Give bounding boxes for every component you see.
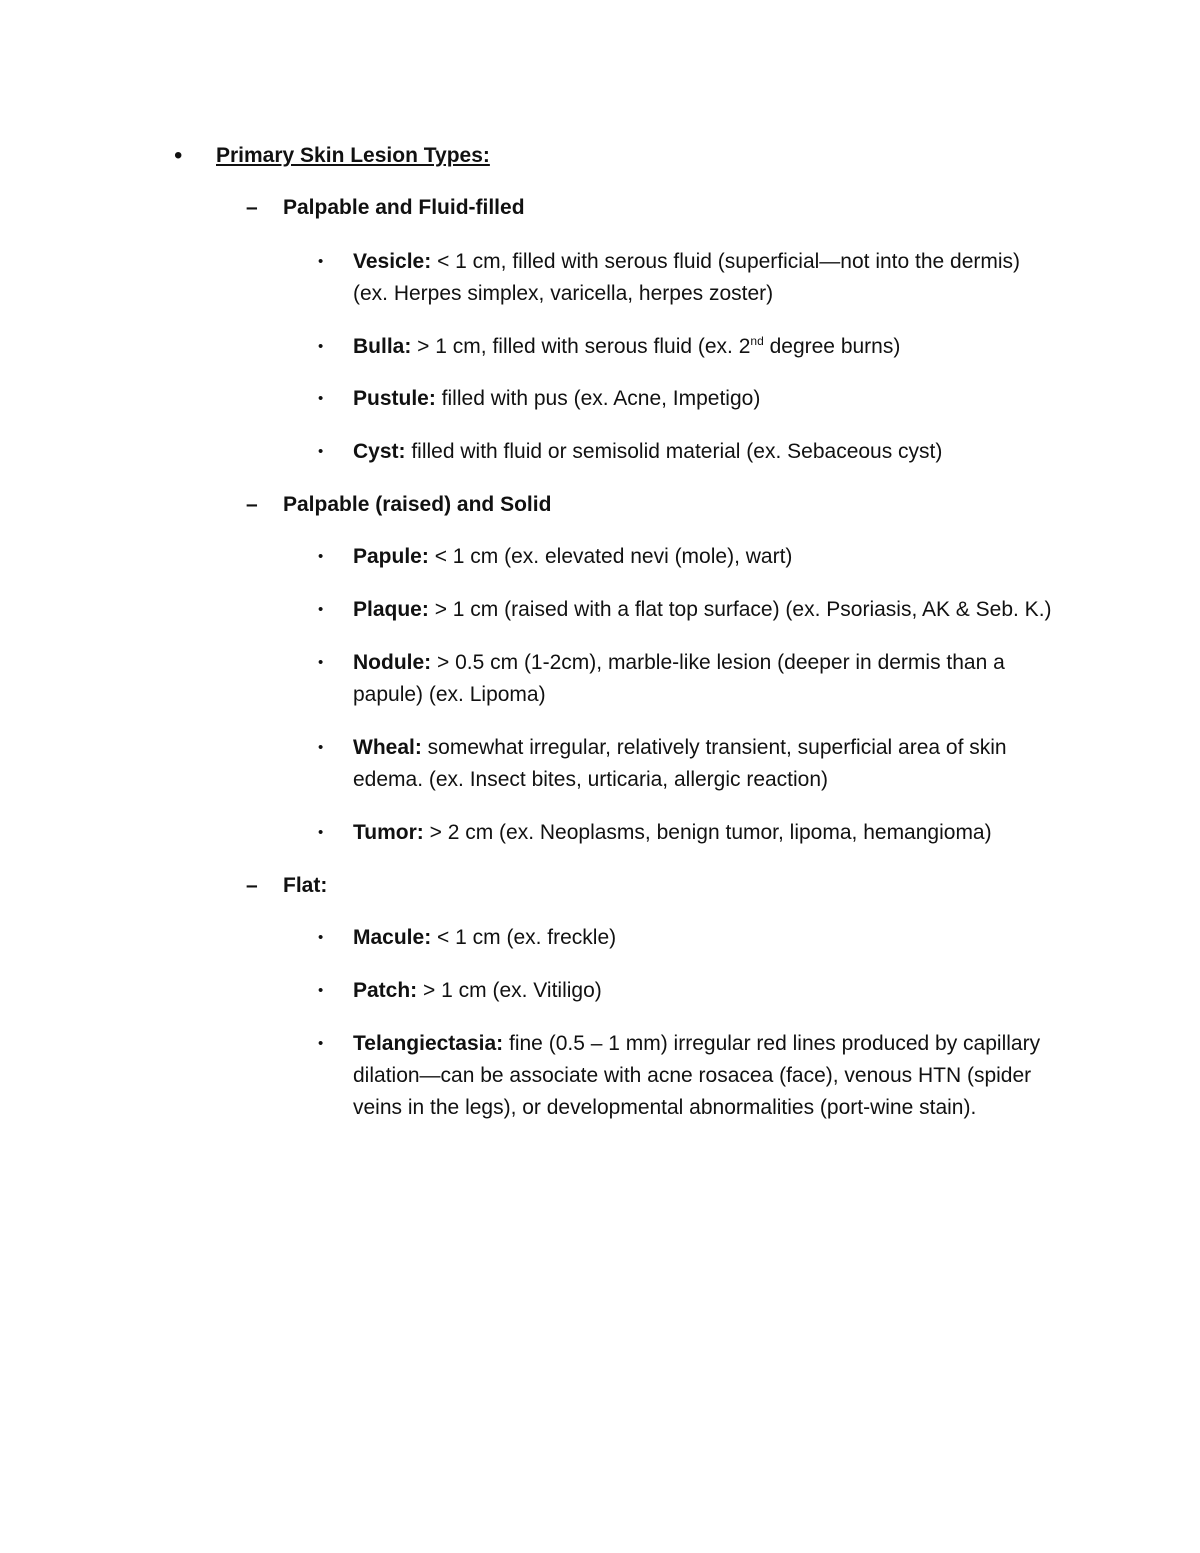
- item-description: filled with fluid or semisolid material (ex. Sebaceous cyst): [405, 440, 943, 463]
- item-description: somewhat irregular, relatively transient, superficial area of skin: [421, 736, 1007, 759]
- term-label: Patch:: [353, 979, 418, 1002]
- list-item-plaque: [353, 594, 1052, 626]
- section-title-flat: Flat:: [283, 874, 328, 897]
- term-label: Nodule:: [353, 651, 432, 674]
- item-description: filled with pus (ex. Acne, Impetigo): [435, 387, 761, 410]
- term-label: Wheal:: [353, 736, 422, 759]
- page-title: Primary Skin Lesion Types:: [216, 144, 490, 167]
- list-bullet: •: [318, 338, 324, 355]
- list-item-vesicle: [353, 246, 1020, 278]
- ordinal-suffix: nd: [750, 334, 764, 348]
- term-label: Vesicle:: [353, 250, 432, 273]
- term-label: Papule:: [353, 545, 429, 568]
- item-description: > 0.5 cm (1-2cm), marble-like lesion (deeper in dermis than a: [431, 651, 1005, 674]
- list-item-wheal: [353, 732, 1007, 764]
- item-description-continued: (ex. Herpes simplex, varicella, herpes zoster): [353, 282, 774, 305]
- item-description: < 1 cm (ex. elevated nevi (mole), wart): [428, 545, 793, 568]
- list-item-tumor: [353, 817, 992, 849]
- item-description-continued: edema. (ex. Insect bites, urticaria, allergic reaction): [353, 768, 829, 791]
- list-bullet: •: [318, 253, 324, 270]
- list-bullet: •: [318, 982, 324, 999]
- item-description: > 1 cm (ex. Vitiligo): [417, 979, 602, 1002]
- list-item-telangiectasia: [353, 1028, 1040, 1060]
- section-title-raised-solid: Palpable (raised) and Solid: [283, 493, 552, 516]
- item-description: > 1 cm, filled with serous fluid (ex. 2: [411, 335, 751, 358]
- item-description-continued: dilation—can be associate with acne rosacea (face), venous HTN (spider: [353, 1064, 1032, 1087]
- section-dash: –: [246, 874, 258, 897]
- section-dash: –: [246, 493, 258, 516]
- item-description: fine (0.5 – 1 mm) irregular red lines produced by capillary: [503, 1032, 1041, 1055]
- item-description: > 1 cm (raised with a flat top surface) (ex. Psoriasis, AK & Seb. K.): [428, 598, 1052, 621]
- list-bullet: •: [318, 739, 324, 756]
- list-item-nodule: [353, 647, 1005, 679]
- term-label: Pustule:: [353, 387, 436, 410]
- term-label: Plaque:: [353, 598, 429, 621]
- list-bullet: •: [318, 929, 324, 946]
- list-item-bulla: [353, 331, 900, 363]
- list-bullet: •: [318, 824, 324, 841]
- item-description: > 2 cm (ex. Neoplasms, benign tumor, lipoma, hemangioma): [423, 821, 992, 844]
- item-description: < 1 cm, filled with serous fluid (superficial—not into the dermis): [431, 250, 1021, 273]
- item-description-end: degree burns): [763, 335, 901, 358]
- item-description: < 1 cm (ex. freckle): [431, 926, 617, 949]
- list-item-patch: [353, 975, 602, 1007]
- term-label: Tumor:: [353, 821, 424, 844]
- term-label: Macule:: [353, 926, 432, 949]
- term-label: Bulla:: [353, 335, 412, 358]
- list-bullet: •: [318, 548, 324, 565]
- list-item-macule: [353, 922, 616, 954]
- list-bullet: •: [318, 601, 324, 618]
- list-bullet: •: [318, 390, 324, 407]
- term-label: Telangiectasia:: [353, 1032, 504, 1055]
- section-dash: –: [246, 196, 258, 219]
- section-title-fluid-filled: Palpable and Fluid-filled: [283, 196, 525, 219]
- list-bullet: •: [318, 1035, 324, 1052]
- list-item-cyst: [353, 436, 942, 468]
- heading-bullet: •: [174, 142, 183, 169]
- list-item-pustule: [353, 383, 760, 415]
- list-bullet: •: [318, 443, 324, 460]
- item-description-continued: papule) (ex. Lipoma): [353, 683, 546, 706]
- term-label: Cyst:: [353, 440, 406, 463]
- list-bullet: •: [318, 654, 324, 671]
- list-item-papule: [353, 541, 792, 573]
- item-description-continued: veins in the legs), or developmental abnormalities (port-wine stain).: [353, 1096, 977, 1119]
